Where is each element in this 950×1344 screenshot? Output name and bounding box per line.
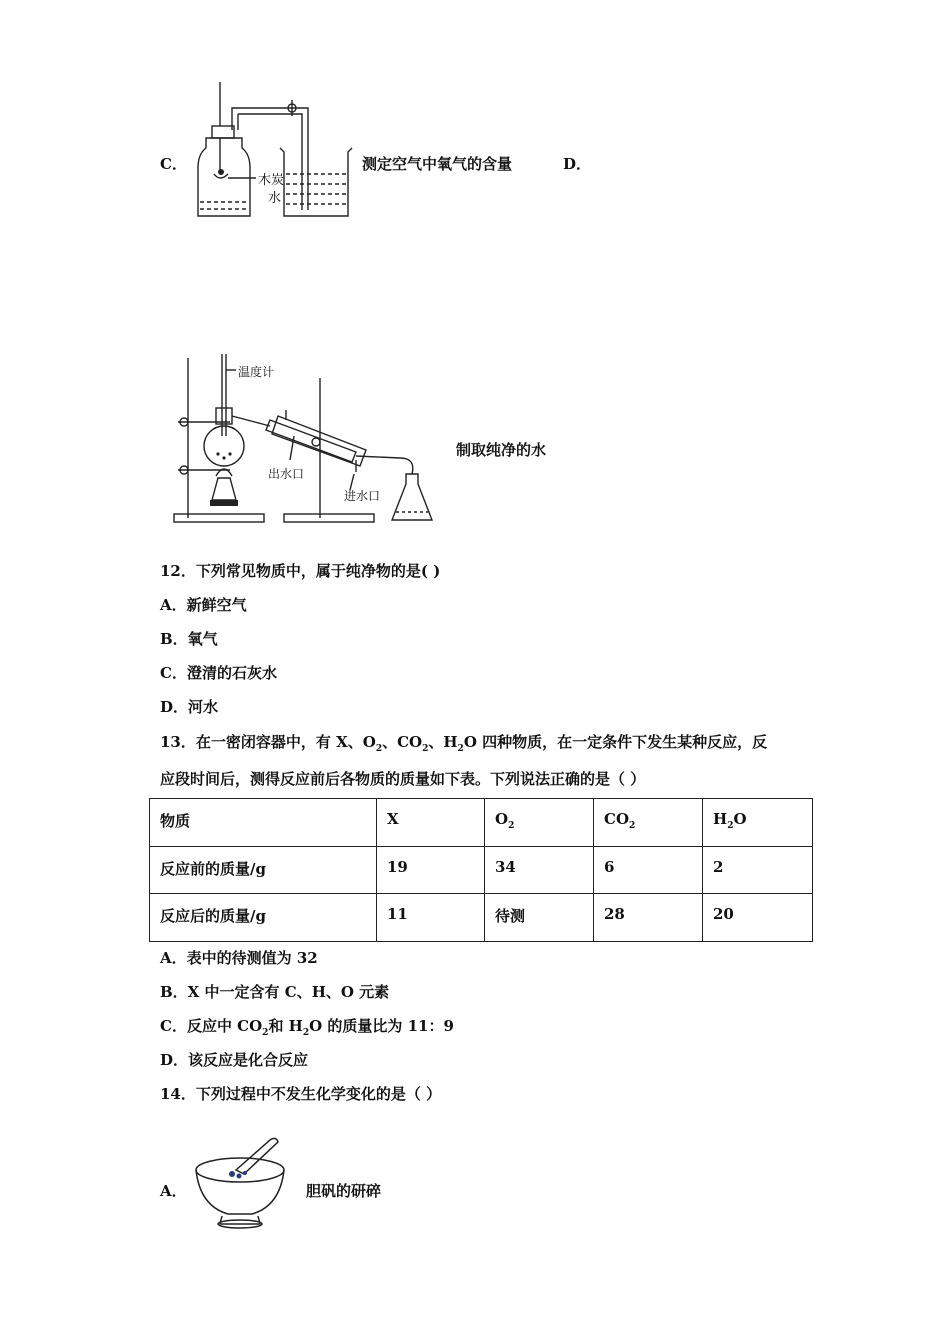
table-cell: X	[377, 799, 485, 847]
option-c-description: 测定空气中氧气的含量	[362, 155, 513, 173]
water-out-label: 出水口	[268, 467, 305, 481]
table-cell: $CO_2$	[594, 799, 703, 847]
table-header-row	[150, 799, 813, 847]
distillation-apparatus-figure	[160, 350, 448, 530]
table-cell: $O_2$	[485, 799, 594, 847]
table-cell: 28	[594, 894, 703, 942]
charcoal-label: 木炭	[258, 173, 285, 188]
table-cell: $H_2O$	[703, 799, 813, 847]
q13-option-d: D．该反应是化合反应	[160, 1051, 309, 1069]
mass-table	[149, 798, 813, 942]
table-cell: 反应前的质量/g	[150, 846, 377, 894]
q12-option-a: A．新鲜空气	[160, 596, 247, 614]
table-cell: 19	[377, 846, 485, 894]
q13-stem-line2: 应段时间后，测得反应前后各物质的质量如下表。下列说法正确的是（ ）	[160, 770, 646, 788]
q13-option-c: C．反应中 $CO_2$和 $H_2O$ 的质量比为 11：9	[160, 1017, 454, 1038]
table-cell: 6	[594, 846, 703, 894]
q14-option-a-label: A．	[160, 1182, 187, 1200]
water-label: 水	[268, 191, 282, 206]
q14-option-a-text: 胆矾的研碎	[306, 1182, 382, 1200]
table-cell: 待测	[485, 894, 594, 942]
q12-stem: 12．下列常见物质中，属于纯净物的是( )	[160, 562, 441, 580]
oxygen-content-apparatus-figure	[188, 78, 356, 224]
q13-option-a: A．表中的待测值为 32	[160, 949, 318, 967]
table-cell: 反应后的质量/g	[150, 894, 377, 942]
q14-stem: 14．下列过程中不发生化学变化的是（ ）	[160, 1085, 442, 1103]
table-cell: 20	[703, 894, 813, 942]
option-d-label: D．	[563, 155, 592, 173]
table-row	[150, 846, 813, 894]
q13-stem-line1: 13．在一密闭容器中，有 X、$O_2$、$CO_2$、$H_2O$ 四种物质，在一定条件下发生某种反应，反	[160, 733, 768, 754]
table-cell: 11	[377, 894, 485, 942]
water-in-label: 进水口	[344, 489, 381, 503]
q12-option-b: B．氧气	[160, 630, 218, 648]
table-cell: 2	[703, 846, 813, 894]
table-row	[150, 894, 813, 942]
option-c-label: C．	[160, 155, 187, 173]
q13-option-b: B．X 中一定含有 C、H、O 元素	[160, 983, 390, 1001]
q12-option-d: D．河水	[160, 698, 219, 716]
thermometer-label: 温度计	[238, 365, 275, 379]
table-cell: 34	[485, 846, 594, 894]
q12-option-c: C．澄清的石灰水	[160, 664, 277, 682]
mortar-pestle-figure	[192, 1132, 296, 1234]
option-d-description: 制取纯净的水	[456, 441, 547, 459]
table-cell: 物质	[150, 799, 377, 847]
